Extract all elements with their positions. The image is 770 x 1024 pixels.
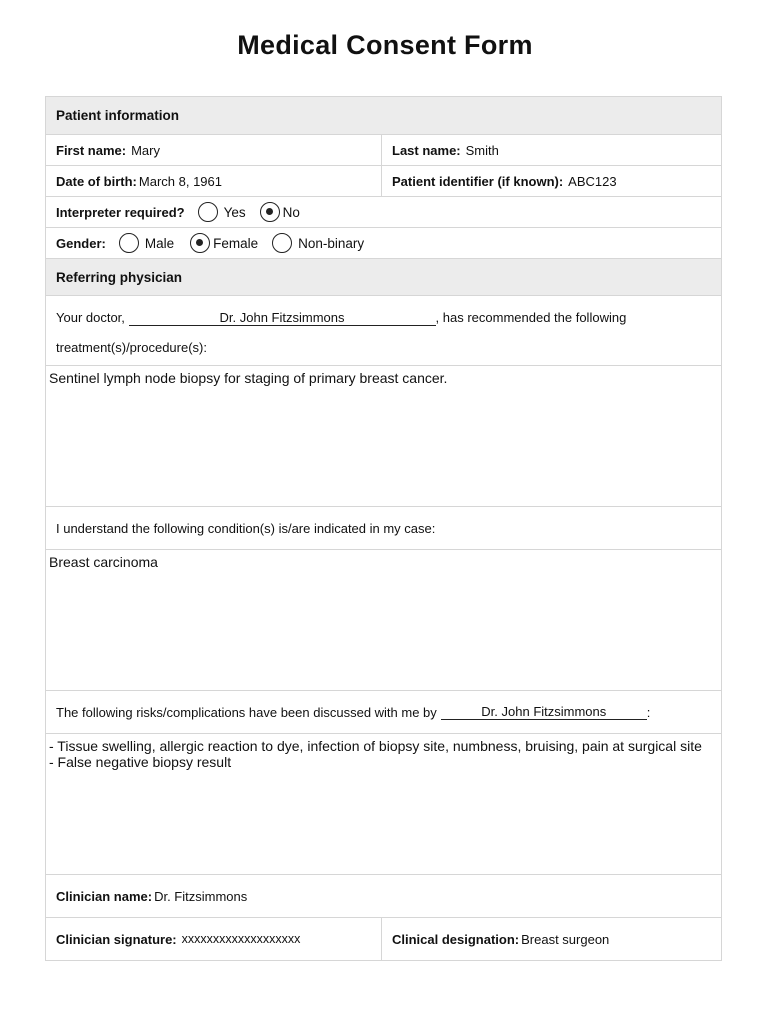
risks-prefix: The following risks/complications have been discussed with me by [56, 704, 437, 720]
signature-row [46, 918, 721, 960]
interpreter-yes-label: Yes [223, 204, 246, 220]
patient-id-label: Patient identifier (if known): [392, 173, 564, 189]
dob-row [46, 166, 721, 197]
clinician-signature-field[interactable]: xxxxxxxxxxxxxxxxxxx [181, 932, 301, 946]
last-name-cell [382, 135, 721, 165]
dob-label: Date of birth: [56, 173, 137, 189]
risks-suffix: : [646, 704, 651, 720]
patient-info-header-row [46, 97, 721, 135]
first-name-label: First name: [56, 142, 127, 158]
patient-id-cell [382, 166, 721, 196]
form-title: Medical Consent Form [237, 30, 533, 60]
radio-no[interactable] [260, 202, 280, 222]
last-name-field[interactable]: Smith [465, 142, 499, 158]
interpreter-no-label: No [282, 204, 300, 220]
interpreter-row [46, 197, 721, 228]
radio-nonbinary[interactable] [272, 233, 292, 253]
doctor-intro-prefix: Your doctor, [56, 310, 125, 325]
gender-row [46, 228, 721, 259]
doctor-intro-line2: treatment(s)/procedure(s): [56, 340, 207, 355]
gender-nonbinary-label: Non-binary [298, 235, 365, 251]
condition-textarea[interactable]: Breast carcinoma [49, 554, 158, 570]
dob-field[interactable]: March 8, 1961 [138, 173, 222, 189]
doctor-intro-line1 [56, 310, 626, 326]
gender-option-male[interactable] [111, 233, 174, 253]
risks-textarea[interactable]: - Tissue swelling, allergic reaction to dye, infection of biopsy site, numbness, bruising, pain at surgical site - False negative biopsy result [49, 738, 702, 770]
radio-male[interactable] [119, 233, 139, 253]
interpreter-option-yes[interactable] [190, 202, 246, 222]
gender-option-female[interactable] [174, 233, 258, 253]
clinician-signature-label: Clinician signature: [56, 931, 177, 947]
doctor-intro-cell [46, 296, 721, 365]
clinician-signature-cell [46, 918, 382, 960]
first-name-field[interactable]: Mary [131, 142, 160, 158]
interpreter-option-no[interactable] [246, 202, 300, 222]
interpreter-cell [46, 197, 721, 227]
patient-info-header: Patient information [56, 108, 180, 123]
clinician-name-label: Clinician name: [56, 888, 153, 904]
gender-male-label: Male [144, 235, 175, 251]
gender-option-nonbinary[interactable] [258, 233, 364, 253]
condition-row [46, 550, 721, 691]
condition-prompt-row [46, 507, 721, 550]
patient-id-field[interactable]: ABC123 [568, 173, 617, 189]
clinician-name-field[interactable]: Dr. Fitzsimmons [154, 888, 248, 904]
designation-field[interactable]: Breast surgeon [521, 931, 610, 947]
procedure-row [46, 366, 721, 507]
last-name-label: Last name: [392, 142, 461, 158]
physician-header: Referring physician [56, 269, 183, 285]
procedure-textarea[interactable]: Sentinel lymph node biopsy for staging of primary breast cancer. [49, 370, 448, 386]
clinician-name-cell [46, 875, 721, 917]
condition-prompt: I understand the following condition(s) is/are indicated in my case: [56, 520, 436, 536]
first-name-cell [46, 135, 382, 165]
gender-label: Gender: [56, 235, 106, 251]
risks-prompt-cell [46, 691, 721, 733]
risks-doctor-field[interactable]: Dr. John Fitzsimmons [441, 705, 647, 720]
doctor-intro-suffix: , has recommended the following [435, 310, 627, 325]
consent-form [45, 96, 722, 961]
clinician-name-row [46, 875, 721, 918]
designation-cell [382, 918, 721, 960]
gender-cell [46, 228, 721, 258]
doctor-name-field[interactable]: Dr. John Fitzsimmons [129, 311, 436, 326]
name-row [46, 135, 721, 166]
radio-yes[interactable] [198, 202, 218, 222]
interpreter-label: Interpreter required? [56, 204, 185, 220]
dob-cell [46, 166, 382, 196]
risks-row [46, 734, 721, 875]
radio-female[interactable] [190, 233, 210, 253]
gender-female-label: Female [213, 235, 259, 251]
risks-prompt-row [46, 691, 721, 734]
doctor-intro-row [46, 296, 721, 366]
designation-label: Clinical designation: [392, 931, 520, 947]
physician-header-row [46, 259, 721, 296]
